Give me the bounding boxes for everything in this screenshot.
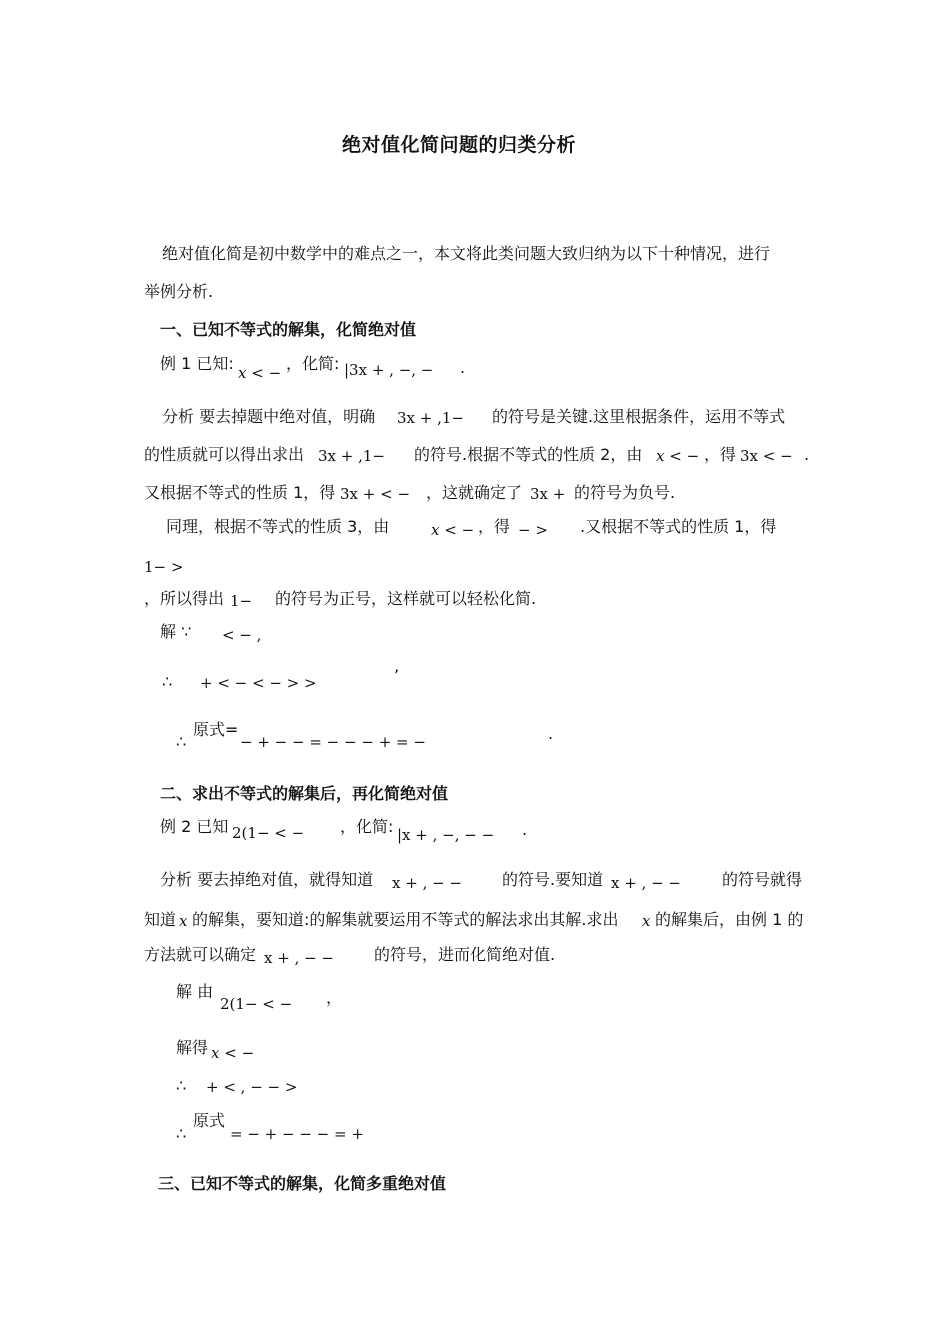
example-1-condition: x < − [238,364,282,382]
example-1-dot: . [460,358,466,377]
section-2-heading: 二、求出不等式的解集后，再化简绝对值 [160,784,449,803]
analysis-1-line-4b: ，得 [478,517,511,536]
solution-2-line-4a: ∴ [176,1124,187,1143]
solution-1-line-3-math: − + − − = − − − + = − [240,733,426,751]
analysis-1-line-6-math: 1− [230,592,253,610]
solution-2-line-4-math: = − + − − − = + [230,1125,364,1143]
analysis-1-line-4a: 同理，根据不等式的性质 3，由 [166,517,390,536]
analysis-1-line-3-math-2: 3x + [530,485,566,503]
analysis-1-line-3b: ，这就确定了 [426,483,523,502]
solution-2-line-4b: 原式 [193,1111,226,1130]
example-2-mid: ，化简: [340,817,394,836]
analysis-1-line-1b: 的符号是关键.这里根据条件，运用不等式 [492,407,786,426]
analysis-2-line-1-math-1: x + , − − [392,874,463,892]
solution-2-line-2a: 解得 [176,1038,209,1057]
solution-1-line-3a: ∴ [176,732,187,751]
solution-2-line-3-math: + < , − − > [206,1078,298,1096]
solution-2-line-1a: 解 由 [176,982,214,1001]
document-title: 绝对值化简问题的归类分析 [342,134,577,156]
example-1-expression: |3x + , −, − [344,361,434,379]
analysis-1-line-5-math: 1− > [144,558,184,576]
analysis-2-line-2a: 知道 [144,910,177,929]
analysis-1-line-3c: 的符号为负号. [574,483,676,502]
analysis-1-line-2-math-1: 3x + ,1− [318,447,385,465]
solution-2-line-3a: ∴ [176,1076,187,1095]
analysis-2-line-2b: 的解集，要知道:的解集就要运用不等式的解法求出其解.求出 [192,910,619,929]
analysis-1-line-2-math-2: x < − [656,447,700,465]
analysis-2-line-1b: 的符号.要知道 [502,870,604,889]
example-2-condition: 2(1− < − [232,824,305,842]
intro-line-2: 举例分析. [144,282,214,301]
analysis-1-line-6a: ，所以得出 [144,589,225,608]
solution-1-line-1a: 解 ∵ [160,622,192,641]
example-1-label: 例 1 已知: [160,354,234,373]
analysis-1-line-2-math-3: 3x < − [740,447,793,465]
example-2-label: 例 2 已知 [160,817,229,836]
analysis-2-line-1c: 的符号就得 [722,870,803,889]
section-1-heading: 一、已知不等式的解集，化简绝对值 [160,320,417,339]
analysis-2-line-1-math-2: x + , − − [611,874,682,892]
analysis-1-line-3a: 又根据不等式的性质 1，得 [144,483,336,502]
example-2-expression: |x + , −, − − [397,826,495,844]
solution-1-line-3b: 原式= [193,720,239,739]
solution-2-line-2-math: x < − [211,1044,255,1062]
analysis-2-line-2-x-2: x [642,912,651,930]
solution-2-line-1c: ， [326,988,343,1007]
analysis-1-line-1a: 分析 要去掉题中绝对值，明确 [162,407,376,426]
analysis-1-line-3-math-1: 3x + < − [340,485,411,503]
analysis-1-line-2d: . [804,445,810,464]
solution-1-line-2-math: + < − < − > > [200,674,317,692]
example-2-dot: . [522,820,528,839]
solution-2-line-1-math: 2(1− < − [220,995,293,1013]
analysis-1-line-1-math: 3x + ,1− [397,409,464,427]
solution-1-line-1-math: < − , [222,626,262,644]
analysis-2-line-3a: 方法就可以确定 [144,945,257,964]
solution-1-line-2a: ∴ [162,672,173,691]
analysis-2-line-3-math: x + , − − [264,949,335,967]
intro-line-1: 绝对值化简是初中数学中的难点之一，本文将此类问题大致归纳为以下十种情况，进行 [162,244,771,263]
analysis-1-line-2a: 的性质就可以得出求出 [144,445,305,464]
analysis-1-line-2c: ，得 [704,445,737,464]
analysis-2-line-3b: 的符号，进而化简绝对值. [374,945,556,964]
analysis-2-line-1a: 分析 要去掉绝对值，就得知道 [160,870,374,889]
analysis-1-line-4c: .又根据不等式的性质 1，得 [580,517,777,536]
solution-1-line-2c: ’ [394,666,400,685]
analysis-1-line-6b: 的符号为正号，这样就可以轻松化简. [275,589,537,608]
analysis-1-line-4-math-1: x < − [431,521,475,539]
example-1-mid: ，化简: [286,354,340,373]
solution-1-line-3d: . [548,724,554,743]
section-3-heading: 三、已知不等式的解集，化简多重绝对值 [158,1174,447,1193]
analysis-1-line-2b: 的符号.根据不等式的性质 2，由 [414,445,643,464]
analysis-2-line-2c: 的解集后，由例 1 的 [655,910,804,929]
analysis-2-line-2-x-1: x [179,912,188,930]
analysis-1-line-4-math-2: − > [518,521,548,539]
